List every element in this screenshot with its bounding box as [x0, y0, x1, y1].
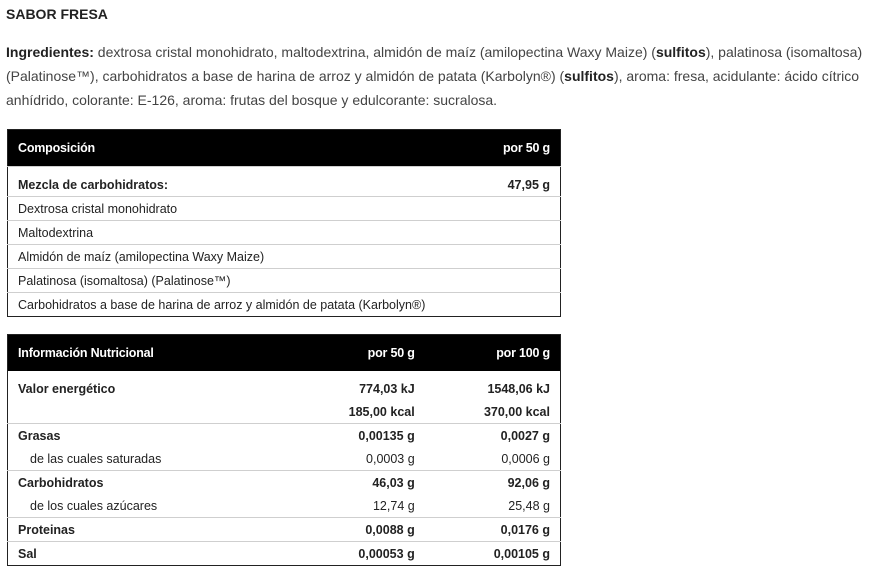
ingredients-label: Ingredientes: [6, 44, 94, 60]
sugars-50: 12,74 g [372, 498, 415, 513]
table-row [8, 494, 561, 518]
fats-label: Grasas [8, 424, 299, 448]
salt-50: 0,00053 g [299, 542, 425, 566]
nutrition-header-per100: por 100 g [425, 335, 561, 372]
table-row [8, 221, 561, 245]
carbs-label: Carbohidratos [8, 471, 299, 495]
composition-header-label: Composición [8, 130, 461, 167]
energy-kcal-100: 370,00 kcal [483, 404, 550, 419]
composition-item: Maltodextrina [8, 221, 561, 245]
salt-label: Sal [8, 542, 299, 566]
ingredients-text: ), palatinosa (isomaltosa) (Palatinose™), carbohidratos a base de harina de arroz y almidón de patata (Karbolyn®) ( [6, 44, 863, 84]
flavor-title: SABOR FRESA [6, 6, 108, 22]
table-row [8, 471, 561, 495]
nutrition-header-row [8, 335, 561, 372]
composition-item: Almidón de maíz (amilopectina Waxy Maize) [8, 245, 561, 269]
nutrition-header-per50: por 50 g [299, 335, 425, 372]
energy-kj-100: 1548,06 kJ [487, 381, 550, 396]
ingredients-paragraph [6, 40, 884, 112]
allergen-sulfitos: sulfitos [655, 44, 706, 60]
sugars-100: 25,48 g [508, 498, 550, 513]
table-row [8, 269, 561, 293]
composition-header-row [8, 130, 561, 167]
allergen-sulfitos: sulfitos [564, 68, 614, 84]
composition-item: Dextrosa cristal monohidrato [8, 197, 561, 221]
table-row [8, 293, 561, 317]
ingredients-text: dextrosa cristal monohidrato, maltodextrina, almidón de maíz (amilopectina Waxy Maize) ( [93, 44, 656, 60]
energy-kcal-50: 185,00 kcal [348, 404, 415, 419]
protein-100: 0,0176 g [425, 518, 561, 542]
composition-table [7, 129, 561, 317]
carb-mix-value: 47,95 g [507, 177, 550, 192]
composition-item: Palatinosa (isomaltosa) (Palatinose™) [8, 269, 561, 293]
energy-label: Valor energético [18, 381, 116, 396]
sugars-label: de los cuales azúcares [30, 498, 158, 513]
fats-100: 0,0027 g [425, 424, 561, 448]
table-row [8, 424, 561, 448]
saturated-label: de las cuales saturadas [30, 451, 162, 466]
nutrition-table [7, 334, 561, 566]
energy-kj-50: 774,03 kJ [359, 381, 415, 396]
saturated-50: 0,0003 g [366, 451, 415, 466]
nutrition-header-label: Información Nutricional [8, 335, 299, 372]
table-row [8, 542, 561, 566]
composition-item: Carbohidratos a base de harina de arroz y almidón de patata (Karbolyn®) [8, 293, 561, 317]
carbs-100: 92,06 g [425, 471, 561, 495]
protein-label: Proteinas [8, 518, 299, 542]
table-row [8, 173, 561, 197]
carb-mix-label: Mezcla de carbohidratos: [18, 177, 169, 192]
table-row [8, 447, 561, 471]
salt-100: 0,00105 g [425, 542, 561, 566]
fats-50: 0,00135 g [299, 424, 425, 448]
saturated-100: 0,0006 g [501, 451, 550, 466]
table-row [8, 245, 561, 269]
table-row [8, 377, 561, 400]
table-row [8, 400, 561, 424]
protein-50: 0,0088 g [299, 518, 425, 542]
carbs-50: 46,03 g [299, 471, 425, 495]
ingredients-text: ), aroma: fresa, acidulante: ácido cítrico anhídrido, colorante: E-126, aroma: frutas del bosque y edulcorante: sucralosa. [6, 68, 860, 108]
composition-header-per: por 50 g [461, 130, 561, 167]
table-row [8, 197, 561, 221]
table-row [8, 518, 561, 542]
